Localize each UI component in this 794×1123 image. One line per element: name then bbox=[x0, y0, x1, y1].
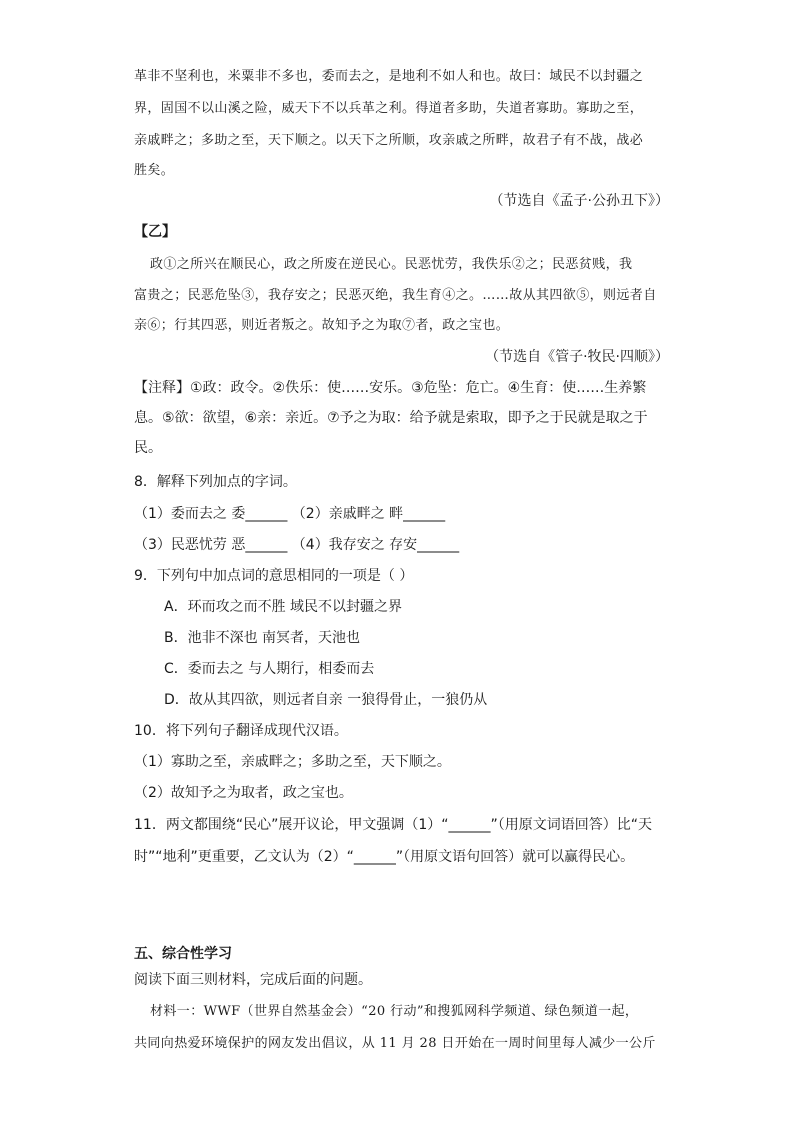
jia-source: （节选自《孟子·公孙丑下》） bbox=[489, 193, 669, 209]
question-8-stem: 8．解释下列加点的字词。 bbox=[134, 474, 297, 490]
yi-label: 【乙】 bbox=[134, 224, 176, 240]
section-5-intro: 阅读下面三则材料，完成后面的问题。 bbox=[134, 972, 372, 988]
question-9-option-c: C．委而去之 与人期行，相委而去 bbox=[164, 661, 375, 677]
jia-text-line-2: 界，固国不以山溪之险，威天下不以兵革之利。得道者多助，失道者寡助。寡助之至， bbox=[134, 101, 644, 116]
yi-text-line-2: 富贵之；民恶危坠③，我存安之；民恶灭绝，我生育④之。……故从其四欲⑤，则远者自 bbox=[134, 288, 657, 303]
notes-line-3: 民。 bbox=[134, 440, 162, 456]
question-8-row-1: （1）委而去之 委______ （2）亲戚畔之 畔______ bbox=[134, 506, 446, 522]
yi-source: （节选自《管子·牧民·四顺》） bbox=[485, 349, 669, 365]
yi-text-line-1: 政①之所兴在顺民心，政之所废在逆民心。民恶忧劳，我佚乐②之；民恶贫贱，我 bbox=[150, 257, 633, 272]
material-1-line-2: 共同向热爱环境保护的网友发出倡议，从 11 月 28 日开始在一周时间里每人减少一公斤 bbox=[134, 1036, 656, 1051]
question-11-line-1: 11．两文都围绕“民心”展开议论，甲文强调（1）“______”（用原文词语回答）比“天 bbox=[134, 817, 652, 833]
material-1-line-1: 材料一：WWF（世界自然基金会）“20 行动”和搜狐网科学频道、绿色频道一起， bbox=[150, 1004, 639, 1019]
question-9-option-d: D．故从其四欲，则远者自亲 一狼得骨止，一狼仍从 bbox=[164, 692, 488, 708]
question-10-stem: 10．将下列句子翻译成现代汉语。 bbox=[134, 723, 348, 739]
jia-text-line-4: 胜矣。 bbox=[134, 163, 175, 178]
question-9-stem: 9．下列句中加点词的意思相同的一项是（ ） bbox=[134, 568, 414, 584]
section-5-heading: 五、综合性学习 bbox=[134, 946, 232, 962]
jia-text-line-1: 革非不坚利也，米粟非不多也，委而去之，是地利不如人和也。故曰：域民不以封疆之 bbox=[134, 69, 644, 84]
question-9-option-b: B．池非不深也 南冥者，天池也 bbox=[164, 630, 361, 646]
notes-line-1: 【注释】①政：政令。②佚乐：使……安乐。③危坠：危亡。④生育：使……生养繁 bbox=[134, 380, 647, 396]
question-9-option-a: A．环而攻之而不胜 域民不以封疆之界 bbox=[164, 599, 403, 615]
yi-text-line-3: 亲⑥；行其四恶，则近者叛之。故知予之为取⑦者，政之宝也。 bbox=[134, 318, 510, 333]
question-8-row-2: （3）民恶忧劳 恶______ （4）我存安之 存安______ bbox=[134, 537, 460, 553]
question-10-item-2: （2）故知予之为取者，政之宝也。 bbox=[134, 785, 353, 801]
question-10-item-1: （1）寡助之至，亲戚畔之；多助之至，天下顺之。 bbox=[134, 754, 451, 770]
notes-line-2: 息。⑤欲：欲望，⑥亲：亲近。⑦予之为取：给予就是索取，即予之于民就是取之于 bbox=[134, 410, 648, 426]
jia-text-line-3: 亲戚畔之；多助之至，天下顺之。以天下之所顺，攻亲戚之所畔，故君子有不战，战必 bbox=[134, 133, 644, 148]
question-11-line-2: 时”“地利”更重要，乙文认为（2）“______”（用原文语句回答）就可以赢得民心。 bbox=[134, 849, 635, 865]
